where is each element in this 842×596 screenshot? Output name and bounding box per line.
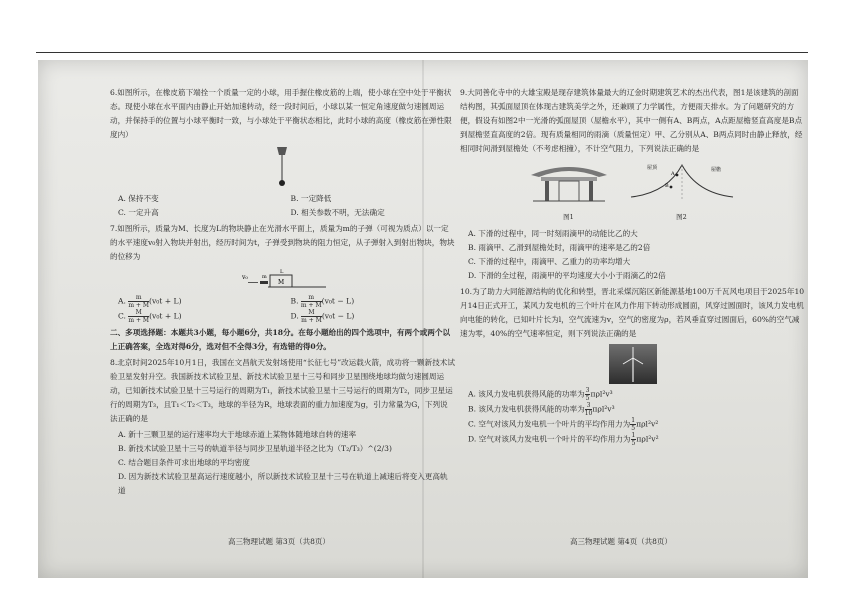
option-6a: A. 保持不变 — [118, 194, 159, 203]
option-7b: B. $\frac{m}{m + M}$ (v₀t − L) — [290, 294, 355, 309]
option-6b: B. 一定降低 — [290, 194, 332, 203]
page-4-footer: 高三物理试题 第4页（共8页） — [570, 537, 672, 546]
wind-turbine-photo — [609, 344, 657, 384]
figure-2 — [627, 159, 737, 224]
option-10b: B. 该风力发电机获得风能的功率为 $\frac{3}{10}$ πρl²v³ — [468, 402, 615, 417]
question-7-options — [118, 294, 455, 324]
block-length-label: L — [279, 269, 283, 275]
question-9-text: 9.大同善化寺中的大雄宝殿是现存建筑体量最大的辽金时期建筑艺术的杰出代表，图1是该建筑的剖面结构图，其弧面屋顶在体现古建筑美学之外，还兼顾了力学属性，方便雨天排水。为了问题研究的方便，假设有如图2中一光滑的弧面屋顶（屋檐水平），其中一侧有A、B两点，A点距屋檐竖直高度是B点到屋檐竖直高度的2倍。现有质量相同的雨滴（质量恒定）甲、乙分别从A、B两点同时由静止释放，经相同时间滑到屋檐处（不考虑相撞），不计空气阻力，下列说法正确的是 — [460, 88, 803, 153]
top-rule — [36, 52, 808, 53]
point-b-label: B — [664, 183, 669, 189]
option-9a: A. 下滑的过程中，同一时刻雨滴甲的动能比乙的大 — [468, 229, 638, 238]
section-2-heading: 二、多项选择题：本题共3小题，每小题6分，共18分。在每小题给出的四个选项中，有两个或两个以上正确答案，全选对得6分，选对但不全得3分，有选错的得0分。 — [110, 328, 451, 351]
exam-page-4 — [460, 86, 805, 449]
option-8d: D. 因为新技术试验卫星高运行速度越小，所以新技术试验卫星十三号在轨道上减速后将变入更高轨道 — [118, 472, 448, 495]
question-10-options — [468, 387, 805, 447]
question-7-figure — [110, 267, 455, 291]
question-6-options — [118, 192, 455, 220]
option-7c: C. $\frac{M}{m + M}$ (v₀t + L) — [118, 309, 182, 324]
block-mass-label: M — [277, 279, 284, 286]
question-6-figure — [110, 145, 455, 189]
option-6c: C. 一定升高 — [118, 208, 159, 217]
question-9-figures — [460, 159, 805, 224]
question-9-options — [468, 227, 805, 283]
figure-1 — [529, 159, 609, 224]
eave-label: 屋檐 — [710, 167, 721, 173]
option-10c: C. 空气对该风力发电机一个叶片的平均作用力为 $\frac{1}{5}$ πρl²v² — [468, 417, 659, 432]
option-10d: D. 空气对该风力发电机一个叶片的平均作用力为 $\frac{1}{5}$ πρl²v² — [468, 432, 659, 447]
option-6d: D. 相关参数不明，无法确定 — [290, 208, 385, 217]
figure-2-caption: 图2 — [676, 213, 687, 221]
exam-page-3 — [110, 86, 455, 500]
option-7a: A. $\frac{m}{m + M}$ (v₀t + L) — [118, 294, 182, 309]
bullet-mass-label: m — [261, 274, 267, 280]
option-8c: C. 结合题目条件可求出地球的平均密度 — [118, 458, 250, 467]
question-6-text: 6.如图所示，在橡皮筋下端拴一个质量一定的小球，用手握住橡皮筋的上端，使小球在空中处于平衡状态。现使小球在水平面内由静止开始加速转动，经一段时间后，小球以某一恒定角速度做匀速圆周运动，并保持手的位置与小球平衡时一致，与小球处于平衡状态相比，此时小球的高度（橡皮筋在弹性限度内） — [110, 88, 452, 139]
option-8a: A. 新十三颗卫星的运行速率均大于地球赤道上某物体随地球自转的速率 — [118, 430, 357, 439]
roof-curve-diagram — [627, 159, 737, 205]
option-8b: B. 新技术试验卫星十三号的轨道半径与同步卫星轨道半径之比为（T₂/T₃）^(2/3) — [118, 444, 392, 453]
option-9b: B. 雨滴甲、乙滑到屋檐处时，雨滴甲的速率是乙的2倍 — [468, 243, 651, 252]
question-8-options — [118, 428, 455, 498]
roof-label: 屋顶 — [646, 165, 657, 171]
page-3-footer: 高三物理试题 第3页（共8页） — [228, 537, 330, 546]
point-a-label: A — [670, 171, 675, 177]
option-10a: A. 该风力发电机获得风能的功率为 $\frac{3}{5}$ πρl²v³ — [468, 387, 613, 402]
option-9c: C. 下滑的过程中，雨滴甲、乙重力的功率均增大 — [468, 257, 631, 266]
option-9d: D. 下滑的全过程，雨滴甲的平均速度大小小于雨滴乙的2倍 — [468, 271, 666, 280]
velocity-label: v₀ — [241, 274, 248, 281]
question-7-text: 7.如图所示，质量为M、长度为L的物块静止在光滑水平面上，质量为m的子弹（可视为质点）以一定的水平速度v₀射入物块并射出，经历时间为t，子弹受到物块的阻力恒定，从子弹射入到射出物块，物块的位移为 — [110, 224, 455, 261]
question-10-figure — [460, 344, 805, 384]
figure-1-caption: 图1 — [563, 213, 574, 221]
exam-sheet-photo — [38, 60, 808, 578]
question-8-text: 8.北京时间2025年10月1日，我国在文昌航天发射场使用“长征七号”改运载火箭，成功将一颗新技术试验卫星发射升空。我国新技术试验卫星、新技术试验卫星十三号和同步卫星围绕地球均做匀速圆周运动，已知新技术试验卫星十三号运行的周期为T₁，新技术试验卫星十三号运行的周期为T₂，同步卫星运行的周期为T₃，且T₁＜T₂＜T₃，地球的半径为R，地球表面的重力加速度为g，引力常量为G，下列说法正确的是 — [110, 358, 455, 423]
option-7d: D. $\frac{M}{m + M}$ (v₀t − L) — [290, 309, 355, 324]
temple-section-drawing — [529, 159, 609, 205]
question-10-text: 10.为了助力大同能源结构的优化和转型，晋北采煤沉陷区新能源基地100万千瓦风电项目于2025年10月14日正式开工，某风力发电机的三个叶片在风力作用下转动形成圆面，风穿过圆面时，该风力发电机向电能的转化，已知叶片长为l，空气流速为v，空气的密度为ρ，若风垂直穿过圆面后，60%的空气减速为零，40%的空气速率恒定，则下列说法正确的是 — [460, 287, 805, 338]
